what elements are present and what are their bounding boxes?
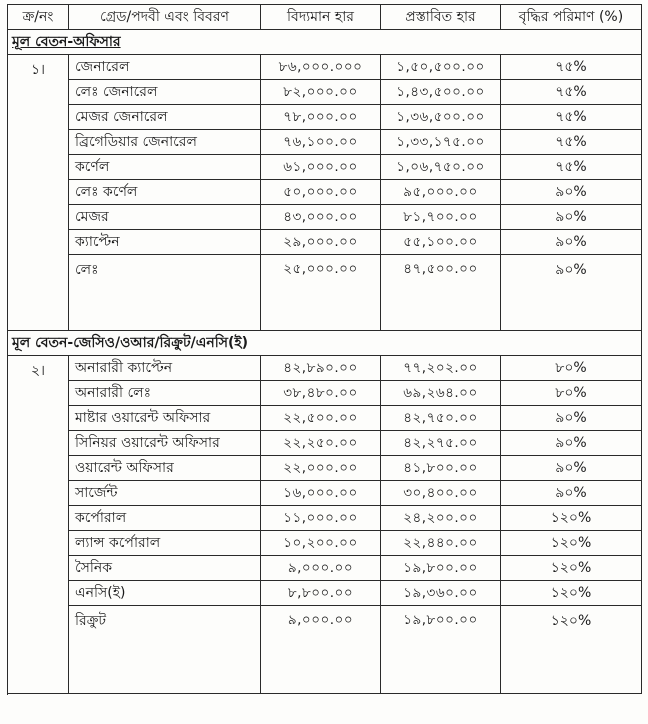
serial-number: ১। bbox=[8, 55, 69, 331]
increase-percent-cell: ৯০% bbox=[501, 481, 642, 506]
table-row bbox=[8, 130, 642, 155]
table-row bbox=[8, 581, 642, 606]
grade-cell: কর্ণেল bbox=[69, 155, 261, 180]
existing-rate-cell: ৪২,৮৯০.০০ bbox=[261, 356, 381, 381]
table-row bbox=[8, 456, 642, 481]
header-existing-rate: বিদ্যমান হার bbox=[261, 5, 381, 30]
existing-rate-cell: ৬১,০০০.০০ bbox=[261, 155, 381, 180]
existing-rate-cell: ২২,০০০.০০ bbox=[261, 456, 381, 481]
proposed-rate-cell: ৪১,৮০০.০০ bbox=[381, 456, 501, 481]
proposed-rate-cell: ১৯,৮০০.০০ bbox=[381, 606, 501, 694]
existing-rate-cell: ৩৮,৪৮০.০০ bbox=[261, 381, 381, 406]
increase-percent-cell: ৯০% bbox=[501, 230, 642, 255]
increase-percent-cell: ৯০% bbox=[501, 205, 642, 230]
section-header-row bbox=[8, 331, 642, 356]
increase-percent-cell: ৭৫% bbox=[501, 155, 642, 180]
grade-cell: ব্রিগেডিয়ার জেনারেল bbox=[69, 130, 261, 155]
grade-cell: মেজর জেনারেল bbox=[69, 105, 261, 130]
grade-cell: লেঃ কর্ণেল bbox=[69, 180, 261, 205]
increase-percent-cell: ১২০% bbox=[501, 506, 642, 531]
grade-cell: লেঃ জেনারেল bbox=[69, 80, 261, 105]
table-row bbox=[8, 80, 642, 105]
existing-rate-cell: ৪৩,০০০.০০ bbox=[261, 205, 381, 230]
existing-rate-cell: ১১,০০০.০০ bbox=[261, 506, 381, 531]
table-row bbox=[8, 556, 642, 581]
proposed-rate-cell: ৩০,৪০০.০০ bbox=[381, 481, 501, 506]
increase-percent-cell: ৭৫% bbox=[501, 55, 642, 80]
section-title: মূল বেতন-জেসিও/ওআর/রিক্রুট/এনসি(ই) bbox=[8, 331, 642, 356]
existing-rate-cell: ৯,০০০.০০ bbox=[261, 606, 381, 694]
increase-percent-cell: ৯০% bbox=[501, 431, 642, 456]
table-header-row bbox=[8, 5, 642, 30]
proposed-rate-cell: ২৪,২০০.০০ bbox=[381, 506, 501, 531]
grade-cell: জেনারেল bbox=[69, 55, 261, 80]
table-row bbox=[8, 356, 642, 381]
serial-number: ২। bbox=[8, 356, 69, 694]
header-serial: ক্র/নং bbox=[8, 5, 69, 30]
grade-cell: ওয়ারেন্ট অফিসার bbox=[69, 456, 261, 481]
table-body bbox=[8, 30, 642, 694]
increase-percent-cell: ৭৫% bbox=[501, 80, 642, 105]
table-row bbox=[8, 406, 642, 431]
grade-cell: ল্যান্স কর্পোরাল bbox=[69, 531, 261, 556]
increase-percent-cell: ৮০% bbox=[501, 381, 642, 406]
section-title: মূল বেতন-অফিসার bbox=[8, 30, 642, 55]
existing-rate-cell: ৮,৮০০.০০ bbox=[261, 581, 381, 606]
grade-cell: মেজর bbox=[69, 205, 261, 230]
header-increase: বৃদ্ধির পরিমাণ (%) bbox=[501, 5, 642, 30]
increase-percent-cell: ৯০% bbox=[501, 456, 642, 481]
increase-percent-cell: ১২০% bbox=[501, 606, 642, 694]
section-header-row bbox=[8, 30, 642, 55]
existing-rate-cell: ৭৬,১০০.০০ bbox=[261, 130, 381, 155]
table-row bbox=[8, 506, 642, 531]
proposed-rate-cell: ১,৪৩,৫০০.০০ bbox=[381, 80, 501, 105]
proposed-rate-cell: ২২,৪৪০.০০ bbox=[381, 531, 501, 556]
existing-rate-cell: ২৯,০০০.০০ bbox=[261, 230, 381, 255]
grade-cell: লেঃ bbox=[69, 255, 261, 331]
table-row bbox=[8, 105, 642, 130]
existing-rate-cell: ২২,২৫০.০০ bbox=[261, 431, 381, 456]
increase-percent-cell: ৭৫% bbox=[501, 130, 642, 155]
grade-cell: অনারারী লেঃ bbox=[69, 381, 261, 406]
grade-cell: সৈনিক bbox=[69, 556, 261, 581]
header-proposed-rate: প্রস্তাবিত হার bbox=[381, 5, 501, 30]
increase-percent-cell: ৯০% bbox=[501, 180, 642, 205]
proposed-rate-cell: ৪২,২৭৫.০০ bbox=[381, 431, 501, 456]
table-row bbox=[8, 531, 642, 556]
table-row bbox=[8, 381, 642, 406]
table-row bbox=[8, 205, 642, 230]
grade-cell: কর্পোরাল bbox=[69, 506, 261, 531]
table-row bbox=[8, 55, 642, 80]
grade-cell: অনারারী ক্যাপ্টেন bbox=[69, 356, 261, 381]
proposed-rate-cell: ৫৫,১০০.০০ bbox=[381, 230, 501, 255]
proposed-rate-cell: ৯৫,০০০.০০ bbox=[381, 180, 501, 205]
proposed-rate-cell: ১,৩৩,১৭৫.০০ bbox=[381, 130, 501, 155]
increase-percent-cell: ১২০% bbox=[501, 531, 642, 556]
existing-rate-cell: ২২,৫০০.০০ bbox=[261, 406, 381, 431]
existing-rate-cell: ১০,২০০.০০ bbox=[261, 531, 381, 556]
existing-rate-cell: ২৫,০০০.০০ bbox=[261, 255, 381, 331]
proposed-rate-cell: ৮১,৭০০.০০ bbox=[381, 205, 501, 230]
existing-rate-cell: ১৬,০০০.০০ bbox=[261, 481, 381, 506]
existing-rate-cell: ৮৬,০০০.০০০ bbox=[261, 55, 381, 80]
increase-percent-cell: ৯০% bbox=[501, 406, 642, 431]
existing-rate-cell: ৮২,০০০.০০ bbox=[261, 80, 381, 105]
proposed-rate-cell: ১৯,৮০০.০০ bbox=[381, 556, 501, 581]
proposed-rate-cell: ৪৭,৫০০.০০ bbox=[381, 255, 501, 331]
table-row bbox=[8, 431, 642, 456]
grade-cell: এনসি(ই) bbox=[69, 581, 261, 606]
increase-percent-cell: ৭৫% bbox=[501, 105, 642, 130]
pay-scale-table bbox=[7, 4, 642, 694]
proposed-rate-cell: ৬৯,২৬৪.০০ bbox=[381, 381, 501, 406]
grade-cell: সার্জেন্ট bbox=[69, 481, 261, 506]
header-grade: গ্রেড/পদবী এবং বিবরণ bbox=[69, 5, 261, 30]
increase-percent-cell: ১২০% bbox=[501, 556, 642, 581]
table-row bbox=[8, 481, 642, 506]
proposed-rate-cell: ৪২,৭৫০.০০ bbox=[381, 406, 501, 431]
increase-percent-cell: ১২০% bbox=[501, 581, 642, 606]
increase-percent-cell: ৯০% bbox=[501, 255, 642, 331]
table-row bbox=[8, 180, 642, 205]
table-row bbox=[8, 230, 642, 255]
existing-rate-cell: ৫০,০০০.০০ bbox=[261, 180, 381, 205]
proposed-rate-cell: ৭৭,২০২.০০ bbox=[381, 356, 501, 381]
proposed-rate-cell: ১,০৬,৭৫০.০০ bbox=[381, 155, 501, 180]
proposed-rate-cell: ১,৫০,৫০০.০০ bbox=[381, 55, 501, 80]
existing-rate-cell: ৯,০০০.০০ bbox=[261, 556, 381, 581]
proposed-rate-cell: ১৯,৩৬০.০০ bbox=[381, 581, 501, 606]
proposed-rate-cell: ১,৩৬,৫০০.০০ bbox=[381, 105, 501, 130]
increase-percent-cell: ৮০% bbox=[501, 356, 642, 381]
table-row bbox=[8, 606, 642, 694]
grade-cell: মাষ্টার ওয়ারেন্ট অফিসার bbox=[69, 406, 261, 431]
existing-rate-cell: ৭৮,০০০.০০ bbox=[261, 105, 381, 130]
grade-cell: ক্যাপ্টেন bbox=[69, 230, 261, 255]
grade-cell: রিক্রুট bbox=[69, 606, 261, 694]
table-row bbox=[8, 255, 642, 331]
table-row bbox=[8, 155, 642, 180]
grade-cell: সিনিয়র ওয়ারেন্ট অফিসার bbox=[69, 431, 261, 456]
